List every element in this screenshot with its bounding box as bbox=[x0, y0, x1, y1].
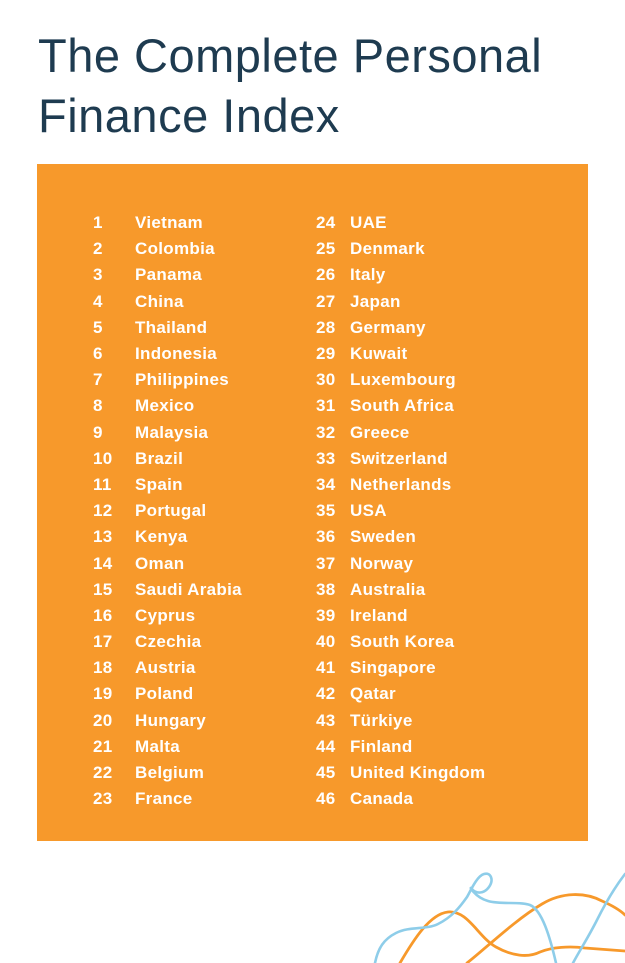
rank-number: 45 bbox=[316, 763, 336, 783]
ranking-row bbox=[316, 315, 485, 341]
country-name: Cyprus bbox=[135, 605, 196, 625]
rank-number: 6 bbox=[93, 344, 103, 364]
ranking-row bbox=[316, 786, 485, 812]
rank-number: 26 bbox=[316, 265, 336, 285]
country-name: Netherlands bbox=[350, 474, 452, 494]
rank-number: 36 bbox=[316, 527, 336, 547]
ranking-row bbox=[93, 550, 242, 576]
ranking-row bbox=[93, 629, 242, 655]
rank-number: 20 bbox=[93, 710, 113, 730]
country-name: Vietnam bbox=[135, 213, 203, 233]
rank-number: 27 bbox=[316, 291, 336, 311]
page-title bbox=[38, 26, 542, 146]
rank-number: 4 bbox=[93, 291, 103, 311]
ranking-row bbox=[93, 367, 242, 393]
country-name: China bbox=[135, 291, 184, 311]
country-name: Oman bbox=[135, 553, 185, 573]
ranking-row bbox=[316, 577, 485, 603]
rank-number: 5 bbox=[93, 317, 103, 337]
rank-number: 38 bbox=[316, 579, 336, 599]
ranking-row bbox=[316, 393, 485, 419]
country-name: Japan bbox=[350, 291, 401, 311]
rank-number: 10 bbox=[93, 448, 113, 468]
rank-number: 39 bbox=[316, 605, 336, 625]
rank-number: 37 bbox=[316, 553, 336, 573]
rank-number: 32 bbox=[316, 422, 336, 442]
page-title-line-1: The Complete Personal bbox=[38, 29, 543, 82]
rank-number: 14 bbox=[93, 553, 113, 573]
rank-number: 9 bbox=[93, 422, 103, 442]
country-name: Saudi Arabia bbox=[135, 579, 242, 599]
ranking-row bbox=[93, 681, 242, 707]
ranking-panel bbox=[37, 164, 588, 841]
country-name: Indonesia bbox=[135, 344, 218, 364]
rank-number: 2 bbox=[93, 239, 103, 259]
squiggle-lines-icon bbox=[370, 852, 625, 963]
country-name: Italy bbox=[350, 265, 386, 285]
ranking-row bbox=[316, 629, 485, 655]
rank-number: 41 bbox=[316, 658, 336, 678]
ranking-row bbox=[316, 420, 485, 446]
country-name: Czechia bbox=[135, 632, 202, 652]
ranking-row bbox=[93, 420, 242, 446]
country-name: Malta bbox=[135, 736, 180, 756]
country-name: UAE bbox=[350, 213, 387, 233]
rank-number: 7 bbox=[93, 370, 103, 390]
ranking-row bbox=[316, 446, 485, 472]
rank-number: 12 bbox=[93, 501, 113, 521]
ranking-row bbox=[316, 655, 485, 681]
ranking-row bbox=[316, 734, 485, 760]
country-name: Australia bbox=[350, 579, 426, 599]
ranking-row bbox=[316, 550, 485, 576]
ranking-column-left bbox=[93, 210, 242, 812]
ranking-row bbox=[93, 603, 242, 629]
country-name: Qatar bbox=[350, 684, 396, 704]
ranking-row bbox=[316, 289, 485, 315]
page-title-line-2: Finance Index bbox=[38, 89, 340, 142]
ranking-row bbox=[93, 498, 242, 524]
ranking-row bbox=[316, 367, 485, 393]
rank-number: 46 bbox=[316, 789, 336, 809]
ranking-row bbox=[93, 210, 242, 236]
rank-number: 15 bbox=[93, 579, 113, 599]
country-name: Denmark bbox=[350, 239, 425, 259]
country-name: South Korea bbox=[350, 632, 455, 652]
rank-number: 25 bbox=[316, 239, 336, 259]
rank-number: 43 bbox=[316, 710, 336, 730]
ranking-row bbox=[93, 734, 242, 760]
rank-number: 21 bbox=[93, 736, 113, 756]
country-name: Mexico bbox=[135, 396, 195, 416]
rank-number: 23 bbox=[93, 789, 113, 809]
rank-number: 16 bbox=[93, 605, 113, 625]
country-name: Thailand bbox=[135, 317, 208, 337]
rank-number: 22 bbox=[93, 763, 113, 783]
rank-number: 31 bbox=[316, 396, 336, 416]
ranking-row bbox=[316, 341, 485, 367]
country-name: France bbox=[135, 789, 193, 809]
rank-number: 13 bbox=[93, 527, 113, 547]
ranking-row bbox=[93, 315, 242, 341]
country-name: Colombia bbox=[135, 239, 215, 259]
country-name: Kenya bbox=[135, 527, 188, 547]
ranking-row bbox=[316, 472, 485, 498]
country-name: Sweden bbox=[350, 527, 417, 547]
ranking-row bbox=[93, 786, 242, 812]
rank-number: 24 bbox=[316, 213, 336, 233]
ranking-row bbox=[93, 708, 242, 734]
ranking-row bbox=[316, 524, 485, 550]
rank-number: 28 bbox=[316, 317, 336, 337]
ranking-row bbox=[93, 236, 242, 262]
country-name: Panama bbox=[135, 265, 203, 285]
ranking-row bbox=[316, 262, 485, 288]
rank-number: 18 bbox=[93, 658, 113, 678]
country-name: Philippines bbox=[135, 370, 229, 390]
ranking-row bbox=[316, 498, 485, 524]
ranking-row bbox=[316, 210, 485, 236]
country-name: Singapore bbox=[350, 658, 436, 678]
country-name: Brazil bbox=[135, 448, 184, 468]
country-name: Finland bbox=[350, 736, 413, 756]
ranking-row bbox=[93, 289, 242, 315]
country-name: South Africa bbox=[350, 396, 455, 416]
country-name: Spain bbox=[135, 474, 183, 494]
rank-number: 19 bbox=[93, 684, 113, 704]
country-name: Switzerland bbox=[350, 448, 448, 468]
country-name: Austria bbox=[135, 658, 196, 678]
country-name: Canada bbox=[350, 789, 414, 809]
ranking-row bbox=[93, 393, 242, 419]
ranking-row bbox=[93, 446, 242, 472]
ranking-row bbox=[93, 472, 242, 498]
country-name: USA bbox=[350, 501, 387, 521]
ranking-row bbox=[316, 681, 485, 707]
rank-number: 8 bbox=[93, 396, 103, 416]
country-name: Poland bbox=[135, 684, 194, 704]
rank-number: 1 bbox=[93, 213, 103, 233]
rank-number: 17 bbox=[93, 632, 113, 652]
ranking-row bbox=[93, 341, 242, 367]
country-name: United Kingdom bbox=[350, 763, 486, 783]
ranking-row bbox=[93, 760, 242, 786]
country-name: Ireland bbox=[350, 605, 408, 625]
ranking-row bbox=[316, 760, 485, 786]
country-name: Malaysia bbox=[135, 422, 209, 442]
rank-number: 11 bbox=[93, 474, 112, 494]
country-name: Türkiye bbox=[350, 710, 413, 730]
rank-number: 44 bbox=[316, 736, 336, 756]
rank-number: 30 bbox=[316, 370, 336, 390]
country-name: Kuwait bbox=[350, 344, 408, 364]
ranking-row bbox=[93, 655, 242, 681]
country-name: Greece bbox=[350, 422, 410, 442]
rank-number: 42 bbox=[316, 684, 336, 704]
country-name: Belgium bbox=[135, 763, 205, 783]
rank-number: 40 bbox=[316, 632, 336, 652]
rank-number: 34 bbox=[316, 474, 336, 494]
country-name: Portugal bbox=[135, 501, 207, 521]
country-name: Hungary bbox=[135, 710, 207, 730]
country-name: Luxembourg bbox=[350, 370, 456, 390]
ranking-row bbox=[93, 577, 242, 603]
ranking-row bbox=[93, 524, 242, 550]
rank-number: 3 bbox=[93, 265, 103, 285]
country-name: Norway bbox=[350, 553, 414, 573]
ranking-row bbox=[93, 262, 242, 288]
ranking-row bbox=[316, 236, 485, 262]
rank-number: 35 bbox=[316, 501, 336, 521]
rank-number: 33 bbox=[316, 448, 336, 468]
ranking-row bbox=[316, 603, 485, 629]
ranking-row bbox=[316, 708, 485, 734]
ranking-column-right bbox=[316, 210, 485, 812]
country-name: Germany bbox=[350, 317, 426, 337]
rank-number: 29 bbox=[316, 344, 336, 364]
